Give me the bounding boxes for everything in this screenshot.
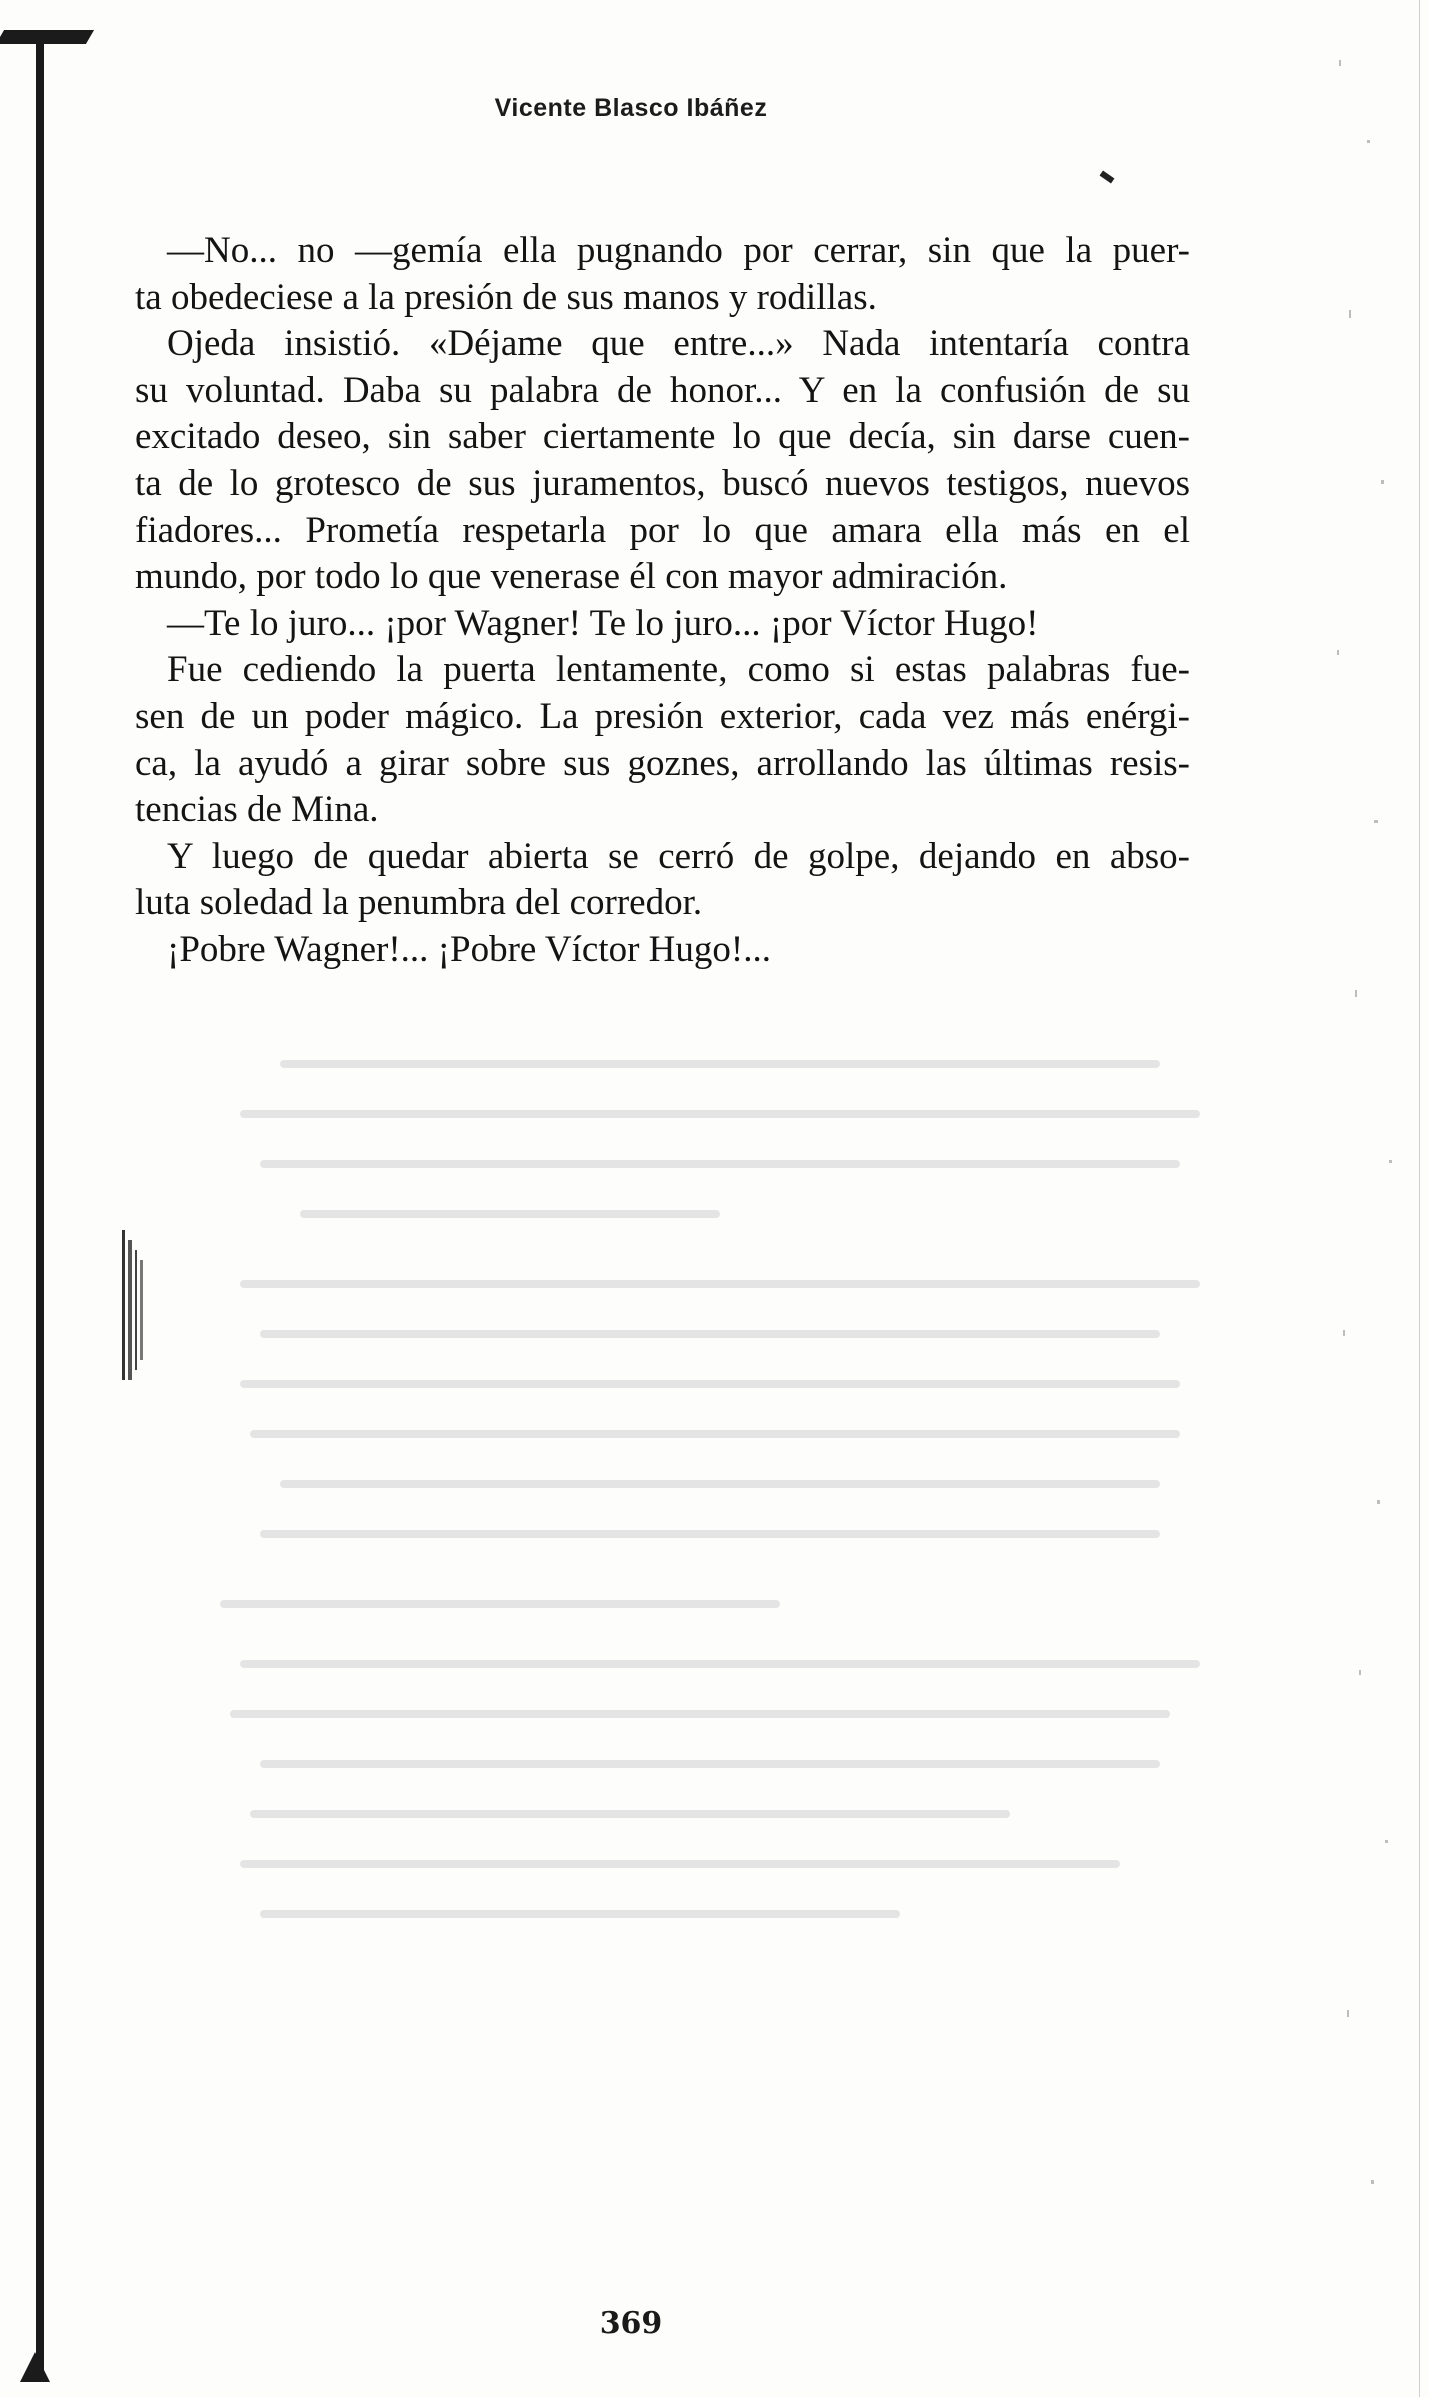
text-line: —Te lo juro... ¡por Wagner! Te lo juro... ¡por Víctor Hugo!	[167, 602, 1039, 644]
page-number: 369	[599, 2306, 663, 2341]
text-line: ca, la ayudó a girar sobre sus goznes, arrollando las últimas resis-	[135, 742, 1190, 784]
text-line: tencias de Mina.	[135, 789, 379, 831]
text-line: —No... no —gemía ella pugnando por cerrar, sin que la puer-	[167, 230, 1190, 271]
text-line: ta obedeciese a la presión de sus manos y rodillas.	[135, 276, 877, 318]
show-through-bleed	[220, 1040, 1250, 1960]
scan-binding-edge	[36, 40, 44, 2370]
scan-noise-right	[1319, 0, 1429, 2397]
text-line: ta de lo grotesco de sus juramentos, buscó nuevos testigos, nuevos	[135, 462, 1190, 504]
text-line: fiadores... Prometía respetarla por lo que amara ella más en el	[135, 509, 1190, 551]
text-line: luta soledad la penumbra del corredor.	[135, 882, 703, 924]
text-line: Y luego de quedar abierta se cerró de golpe, dejando en abso-	[167, 835, 1190, 877]
scan-smudge-left	[118, 1230, 158, 1390]
running-head: Vicente Blasco Ibáñez	[494, 94, 768, 122]
text-line: Ojeda insistió. «Déjame que entre...» Nada intentaría contra	[167, 323, 1190, 365]
text-line: ¡Pobre Wagner!... ¡Pobre Víctor Hugo!...	[167, 928, 771, 970]
text-line: su voluntad. Daba su palabra de honor... Y en la confusión de su	[135, 369, 1190, 411]
scan-binding-foot	[20, 2352, 50, 2382]
body-text	[135, 228, 1190, 974]
text-line: Fue cediendo la puerta lentamente, como si estas palabras fue-	[167, 649, 1190, 691]
scan-binding-cap	[0, 30, 94, 44]
scan-mark	[1100, 171, 1115, 184]
text-line: sen de un poder mágico. La presión exterior, cada vez más enérgi-	[135, 695, 1190, 737]
text-line: excitado deseo, sin saber ciertamente lo que decía, sin darse cuen-	[135, 416, 1190, 458]
text-line: mundo, por todo lo que venerase él con mayor admiración.	[135, 556, 1008, 598]
